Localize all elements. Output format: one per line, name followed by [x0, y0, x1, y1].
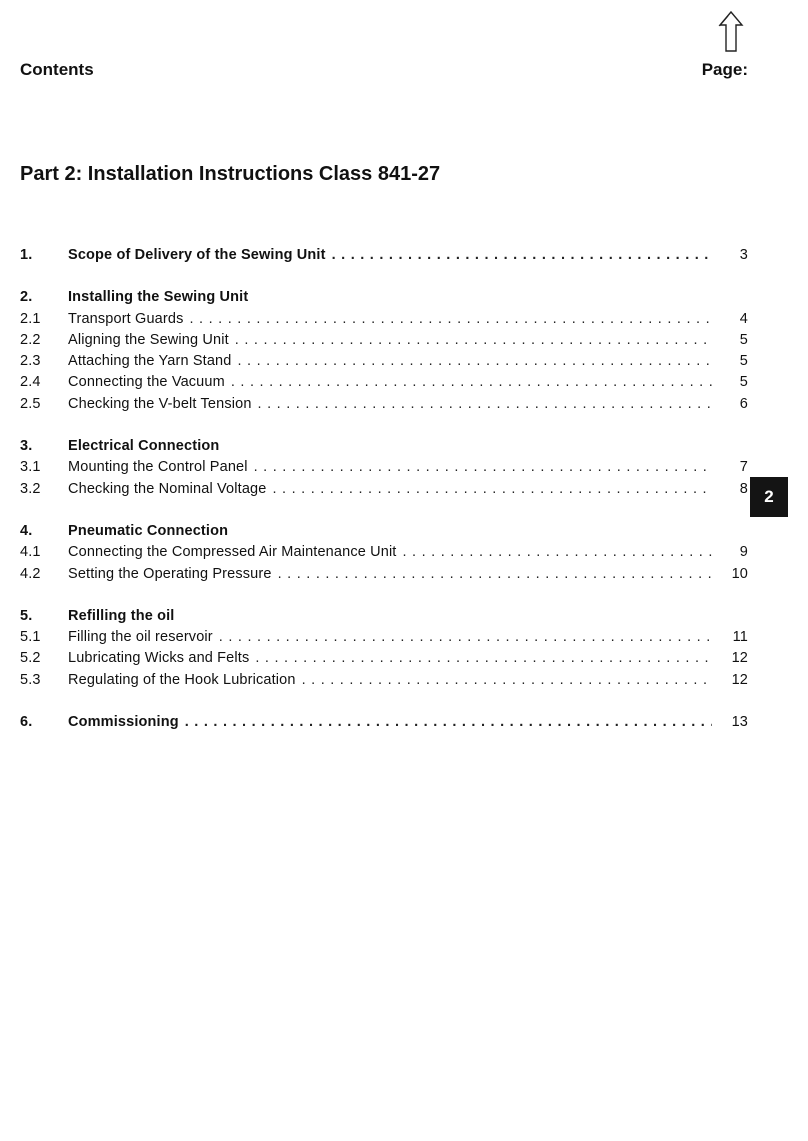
toc-entry-number: 2.4: [20, 374, 41, 390]
toc-entry[interactable]: [20, 523, 748, 543]
toc-entry[interactable]: [20, 438, 748, 458]
toc-entry-title: Checking the V-belt Tension: [68, 396, 252, 412]
dot-leader: [403, 544, 713, 560]
toc-entry-number: 2.2: [20, 332, 41, 348]
toc-entry[interactable]: [20, 566, 748, 586]
toc-entry-page: 4: [739, 311, 748, 327]
toc-entry-number: 5.2: [20, 650, 41, 666]
dot-leader: [272, 481, 712, 497]
toc-entry-title: Installing the Sewing Unit: [68, 289, 249, 305]
toc-entry[interactable]: [20, 332, 748, 352]
toc-entry-title: Refilling the oil: [68, 608, 175, 624]
toc-entry[interactable]: [20, 481, 748, 501]
toc-entry-title: Mounting the Control Panel: [68, 459, 248, 475]
toc-entry-title: Connecting the Vacuum: [68, 374, 225, 390]
toc-entry-title: Commissioning: [68, 714, 179, 730]
toc-entry-page: 12: [731, 672, 748, 688]
toc-entry-page: 8: [739, 481, 748, 497]
toc-entry-number: 2.3: [20, 353, 41, 369]
dot-leader: [219, 629, 712, 645]
toc-entry[interactable]: [20, 289, 748, 309]
dot-leader: [185, 714, 712, 730]
toc-entry-number: 4.: [20, 523, 33, 539]
section-tab-marker: 2: [750, 477, 788, 517]
part-title: Part 2: Installation Instructions Class 841-27: [20, 163, 441, 185]
toc-entry-number: 5.1: [20, 629, 41, 645]
toc-entry-title: Regulating of the Hook Lubrication: [68, 672, 296, 688]
toc-entry-page: 6: [739, 396, 748, 412]
toc-entry-number: 6.: [20, 714, 33, 730]
toc-entry-page: 5: [739, 353, 748, 369]
toc-entry-title: Electrical Connection: [68, 438, 220, 454]
toc-entry[interactable]: [20, 311, 748, 331]
toc-entry-page: 7: [739, 459, 748, 475]
toc-entry-number: 5.: [20, 608, 33, 624]
toc-entry-number: 3.1: [20, 459, 41, 475]
dot-leader: [237, 353, 712, 369]
toc-entry-page: 3: [739, 247, 748, 263]
toc-entry-title: Checking the Nominal Voltage: [68, 481, 267, 497]
toc-entry-page: 9: [739, 544, 748, 560]
dot-leader: [278, 566, 712, 582]
toc-entry-number: 1.: [20, 247, 33, 263]
toc-entry-title: Aligning the Sewing Unit: [68, 332, 229, 348]
toc-entry-number: 2.: [20, 289, 33, 305]
toc-entry[interactable]: [20, 353, 748, 373]
dot-leader: [231, 374, 712, 390]
dot-leader: [254, 459, 712, 475]
toc-entry-number: 4.1: [20, 544, 41, 560]
toc-entry-number: 4.2: [20, 566, 41, 582]
toc-entry[interactable]: [20, 672, 748, 692]
toc-entry[interactable]: [20, 396, 748, 416]
toc-entry-page: 5: [739, 374, 748, 390]
toc-entry-number: 5.3: [20, 672, 41, 688]
toc-entry[interactable]: [20, 459, 748, 479]
toc-entry[interactable]: [20, 247, 748, 267]
toc-entry-title: Setting the Operating Pressure: [68, 566, 272, 582]
toc-entry[interactable]: [20, 650, 748, 670]
toc-entry-title: Connecting the Compressed Air Maintenance Unit: [68, 544, 397, 560]
toc-entry-page: 10: [731, 566, 748, 582]
toc-entry[interactable]: [20, 374, 748, 394]
toc-entry-title: Pneumatic Connection: [68, 523, 229, 539]
toc-entry-number: 3.: [20, 438, 33, 454]
dot-leader: [255, 650, 712, 666]
toc-entry-title: Scope of Delivery of the Sewing Unit: [68, 247, 326, 263]
contents-heading: Contents: [20, 60, 94, 79]
toc-entry[interactable]: [20, 608, 748, 628]
up-arrow-icon[interactable]: [716, 10, 746, 54]
toc-entry-title: Filling the oil reservoir: [68, 629, 213, 645]
dot-leader: [302, 672, 712, 688]
toc-entry-page: 11: [732, 629, 748, 645]
dot-leader: [190, 311, 713, 327]
toc-entry-title: Attaching the Yarn Stand: [68, 353, 232, 369]
toc-entry-page: 12: [731, 650, 748, 666]
dot-leader: [258, 396, 712, 412]
toc-entry[interactable]: [20, 544, 748, 564]
toc-entry-title: Transport Guards: [68, 311, 184, 327]
toc-entry-page: 5: [739, 332, 748, 348]
dot-leader: [235, 332, 712, 348]
dot-leader: [332, 247, 712, 263]
toc-entry-number: 2.5: [20, 396, 41, 412]
toc-entry-number: 3.2: [20, 481, 41, 497]
toc-entry-title: Lubricating Wicks and Felts: [68, 650, 250, 666]
toc-entry-page: 13: [731, 714, 748, 730]
toc-entry[interactable]: [20, 629, 748, 649]
page-column-heading: Page:: [701, 60, 748, 79]
toc-entry-number: 2.1: [20, 311, 41, 327]
toc-entry[interactable]: [20, 714, 748, 734]
